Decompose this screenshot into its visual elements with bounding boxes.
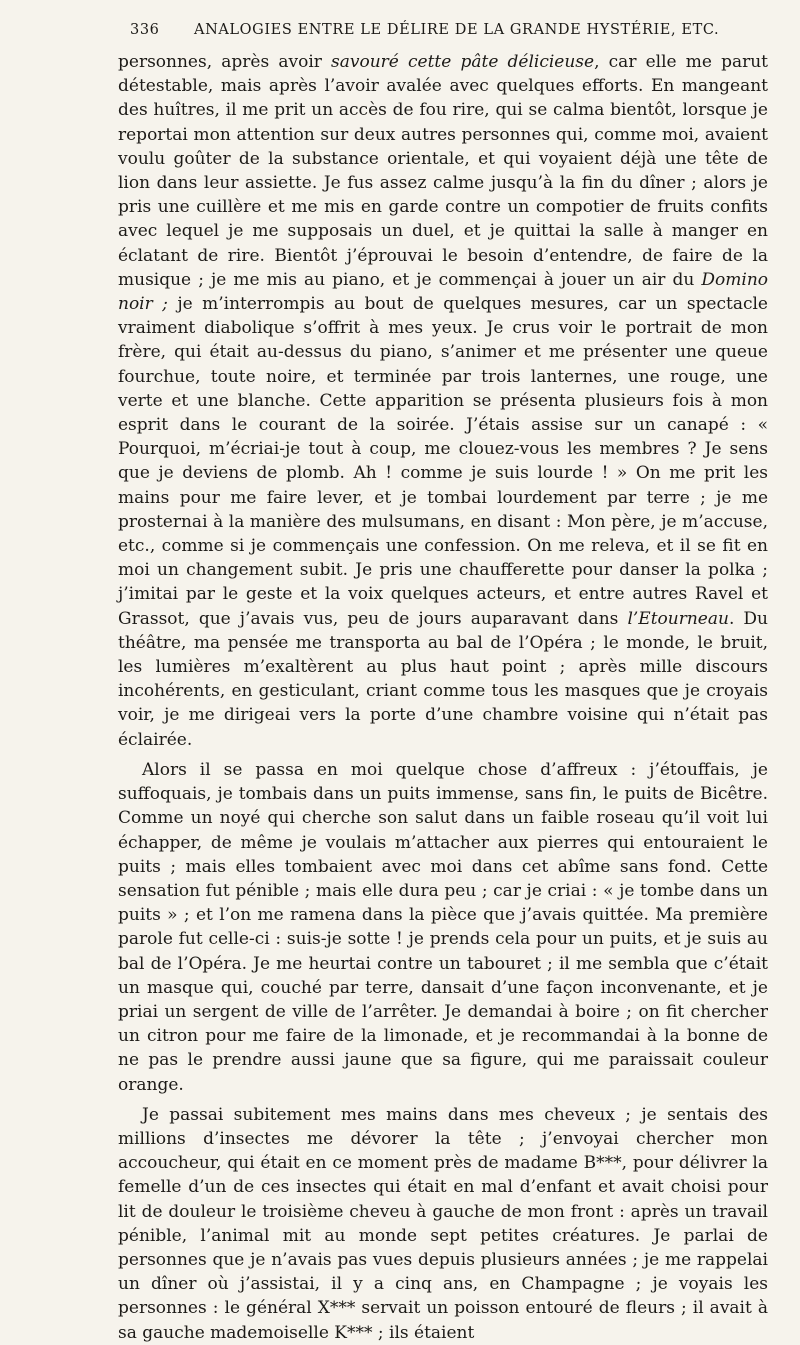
paragraph-3 <box>118 1103 768 1345</box>
text-segment: Je passai subitement mes mains dans mes cheveux ; je sentais des millions d’insectes me dévorer la tête ; j’envoyai chercher mon accoucheur, qui était en ce moment près de madame B***, pour délivrer la femelle d’un de ces insectes qui était en mal d’enfant et avait choisi pour lit de douleur le troisième cheveu à gauche de mon front : après un travail pénible, l’animal mit au monde sept petites créatures. Je parlai de personnes que je n’avais pas vues depuis plusieurs années ; je me rappelai un dîner où j’assistai, il y a cinq ans, en Champagne ; je voyais les personnes : le général X*** servait un poisson entouré de fleurs ; il avait à sa gauche mademoiselle K*** ; ils étaient <box>118 1104 768 1343</box>
page-number: 336 <box>130 22 160 38</box>
italic-segment: l’Etourneau <box>627 608 729 629</box>
text-segment: , car elle me parut détestable, mais après l’avoir avalée avec quelques efforts. En mangeant des huîtres, il me prit un accès de fou rire, qui se calma bientôt, lorsque je reportai mon attention sur deux autres personnes qui, comme moi, avaient voulu goûter de la substance orientale, et qui voyaient déjà une tête de lion dans leur assiette. Je fus assez calme jusqu’à la fin du dîner ; alors je pris une cuillère et me mis en garde contre un compotier de fruits confits avec lequel je me supposais un duel, et je quittai la salle à manger en éclatant de rire. Bientôt j’éprouvai le besoin d’entendre, de faire de la musique ; je me mis au piano, et je commençai à jouer un air du <box>118 52 768 290</box>
body-text <box>118 50 768 1345</box>
paragraph-2 <box>118 758 768 1097</box>
text-segment: . Du théâtre, ma pensée me transporta au bal de l’Opéra ; le monde, le bruit, les lumières m’exaltèrent au plus haut point ; après mille discours incohérents, en gesticulant, criant comme tous les masques que je croyais voir, je me dirigeai vers la porte d’une chambre voisine qui n’était pas éclairée. <box>118 608 768 750</box>
running-header <box>118 22 768 38</box>
text-segment: personnes, après avoir <box>118 52 332 72</box>
paragraph-1 <box>118 50 768 752</box>
italic-segment: Domino noir ; <box>118 269 768 315</box>
running-title: ANALOGIES ENTRE LE DÉLIRE DE LA GRANDE HYSTÉRIE, ETC. <box>194 22 720 38</box>
text-segment: je m’interrompis au bout de quelques mesures, car un spectacle vraiment diabolique s’offrit à mes yeux. Je crus voir le portrait de mon frère, qui était au-dessus du piano, s’animer et me présenter une queue fourchue, toute noire, et terminée par trois lanternes, une rouge, une verte et une blanche. Cette apparition se présenta plusieurs fois à mon esprit dans le courant de la soirée. J’étais assise sur un canapé : « Pourquoi, m’écriai-je tout à coup, me clouez-vous les membres ? Je sens que je deviens de plomb. Ah ! comme je suis lourde ! » On me prit les mains pour me faire lever, et je tombai lourdement par terre ; je me prosternai à la manière des mulsumans, en disant : Mon père, je m’accuse, etc., comme si je commençais une confession. On me releva, et il se fit en moi un changement subit. Je pris une chaufferette pour danser la polka ; j’imitai par le geste et la voix quelques acteurs, et entre autres Ravel et Grassot, que j’avais vus, peu de jours auparavant dans <box>118 294 768 629</box>
italic-segment: savouré cette pâte délicieuse <box>331 52 595 72</box>
text-segment: Alors il se passa en moi quelque chose d’affreux : j’étouffais, je suffoquais, je tombais dans un puits immense, sans fin, le puits de Bicêtre. Comme un noyé qui cherche son salut dans un faible roseau qu’il voit lui échapper, de même je voulais m’attacher aux pierres qui entouraient le puits ; mais elles tombaient avec moi dans cet abîme sans fond. Cette sensation fut pénible ; mais elle dura peu ; car je criai : « je tombe dans un puits » ; et l’on me ramena dans la pièce que j’avais quittée. Ma première parole fut celle-ci : suis-je sotte ! je prends cela pour un puits, et je suis au bal de l’Opéra. Je me heurtai contre un tabouret ; il me sembla que c’était un masque qui, couché par terre, dansait d’une façon inconvenante, et je priai un sergent de ville de l’arrêter. Je demandai à boire ; on fit chercher un citron pour me faire de la limonade, et je recommandai à la bonne de ne pas le prendre aussi jaune que sa figure, qui me paraissait couleur orange. <box>118 759 768 1095</box>
